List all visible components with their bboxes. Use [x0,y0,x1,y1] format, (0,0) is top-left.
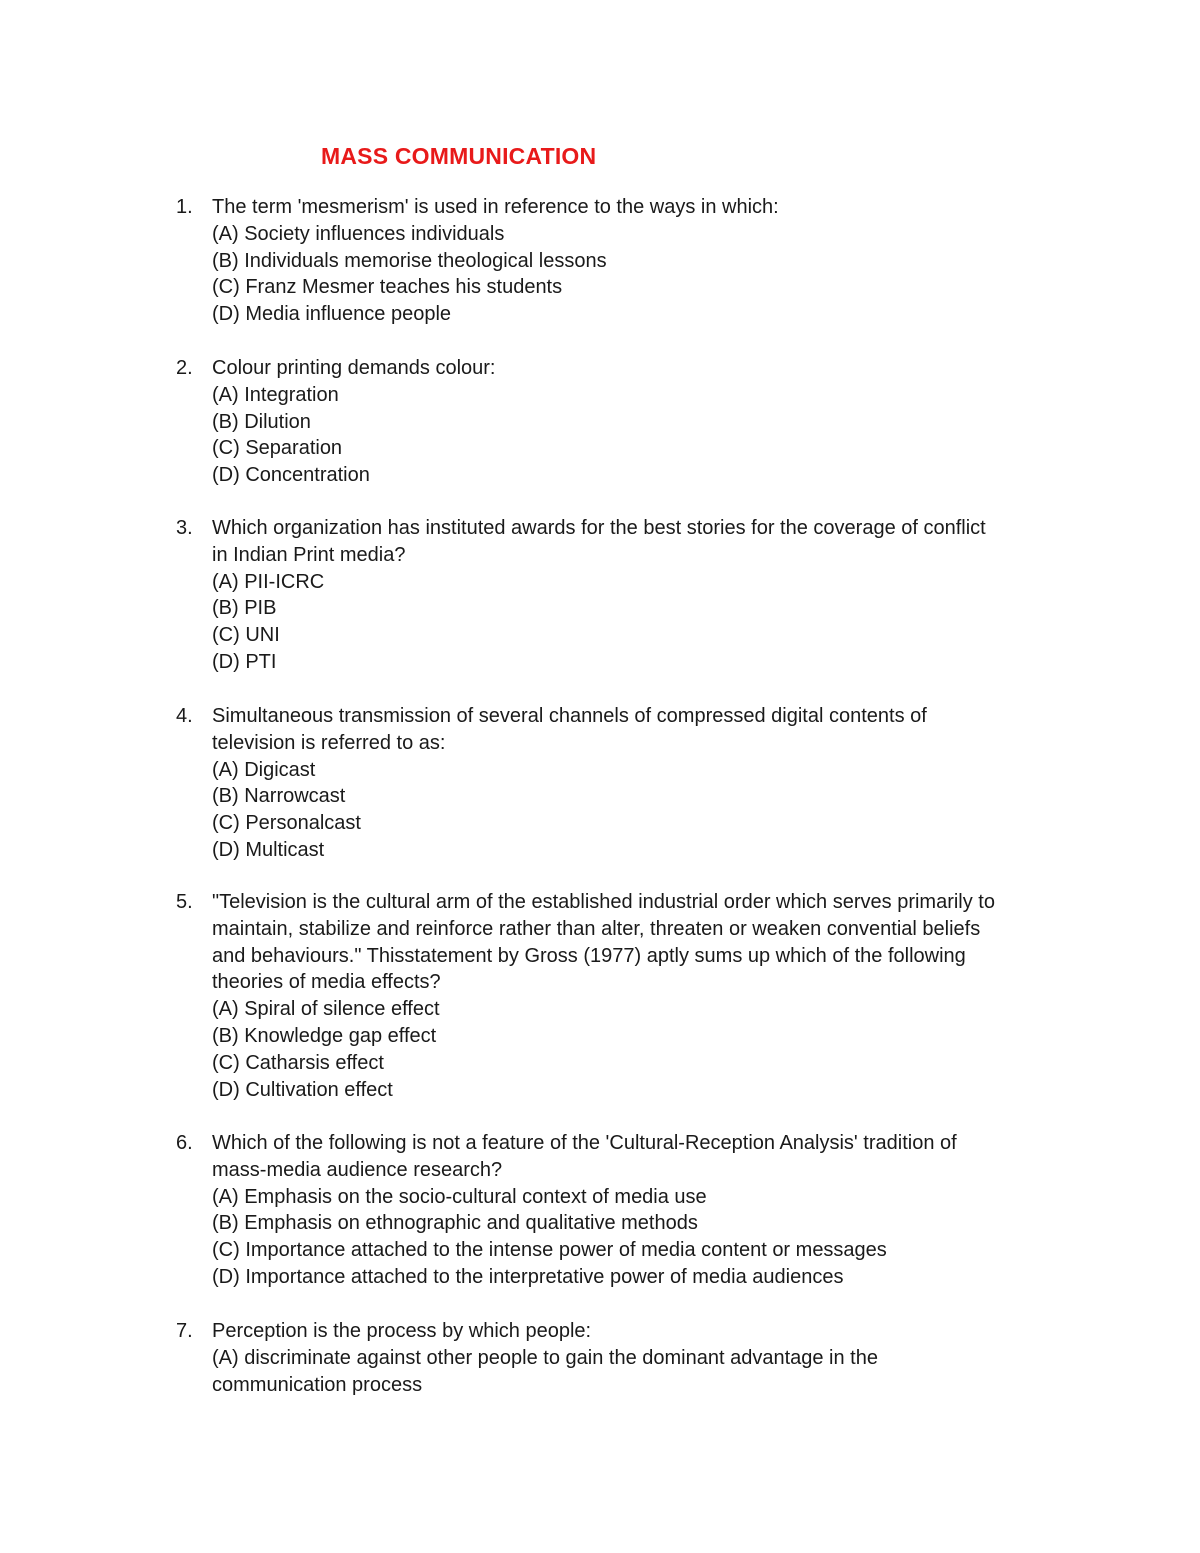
answer-option: (B) PIB [212,597,277,620]
answer-option: (A) Spiral of silence effect [212,998,440,1021]
question-stem: Which of the following is not a feature of the 'Cultural-Reception Analysis' tradition of [212,1132,957,1154]
answer-option: (B) Narrowcast [212,785,346,808]
question-number: 1. [176,196,193,218]
answer-option: (A) Emphasis on the socio-cultural context of media use [212,1185,707,1208]
question-stem: "Television is the cultural arm of the established industrial order which serves primarily to [212,891,995,913]
question-number: 7. [176,1320,193,1342]
question-stem: maintain, stabilize and reinforce rather than alter, threaten or weaken convential beliefs [212,917,981,940]
answer-option: (D) PTI [212,650,277,673]
question-body [212,1130,1072,1291]
question-stem: The term 'mesmerism' is used in reference to the ways in which: [212,196,779,218]
question-stem: theories of media effects? [212,971,441,994]
answer-option: (C) Separation [212,437,343,460]
answer-option: (D) Cultivation effect [212,1078,393,1101]
question-number: 3. [176,517,193,539]
answer-option: (B) Emphasis on ethnographic and qualitative methods [212,1212,698,1235]
answer-option: communication process [212,1373,423,1396]
question-stem: television is referred to as: [212,731,446,754]
answer-option: (D) Media influence people [212,303,452,326]
answer-option: (C) Importance attached to the intense power of media content or messages [212,1239,887,1262]
question-body [212,703,1072,864]
answer-option: (A) Digicast [212,758,316,781]
question-number: 5. [176,891,193,913]
document-title: MASS COMMUNICATION [321,143,597,169]
question-stem: Simultaneous transmission of several channels of compressed digital contents of [212,705,927,727]
question-stem: mass-media audience research? [212,1158,503,1181]
question-body [212,194,1072,328]
question-stem: Colour printing demands colour: [212,357,496,379]
question-number: 4. [176,705,193,727]
answer-option: (D) Multicast [212,838,325,861]
question-body [212,355,1072,489]
answer-option: (A) discriminate against other people to gain the dominant advantage in the [212,1346,878,1369]
answer-option: (D) Concentration [212,464,370,487]
answer-option: (D) Importance attached to the interpretative power of media audiences [212,1265,844,1288]
answer-option: (C) Personalcast [212,812,361,835]
answer-option: (C) Catharsis effect [212,1051,384,1074]
answer-option: (A) Society influences individuals [212,222,505,245]
question-stem: in Indian Print media? [212,543,406,566]
question-stem: Perception is the process by which people: [212,1320,592,1342]
question-body [212,1318,1072,1398]
answer-option: (B) Individuals memorise theological lessons [212,249,607,272]
answer-option: (C) UNI [212,624,280,647]
question-number: 2. [176,357,193,379]
question-number: 6. [176,1132,193,1154]
answer-option: (A) PII-ICRC [212,570,325,593]
answer-option: (B) Knowledge gap effect [212,1024,437,1047]
question-stem: and behaviours." Thisstatement by Gross (1977) aptly sums up which of the following [212,944,966,967]
answer-option: (B) Dilution [212,410,311,433]
question-body [212,889,1072,1103]
question-stem: Which organization has instituted awards for the best stories for the coverage of conflict [212,517,986,539]
answer-option: (C) Franz Mesmer teaches his students [212,276,563,299]
question-body [212,515,1072,676]
answer-option: (A) Integration [212,383,339,406]
